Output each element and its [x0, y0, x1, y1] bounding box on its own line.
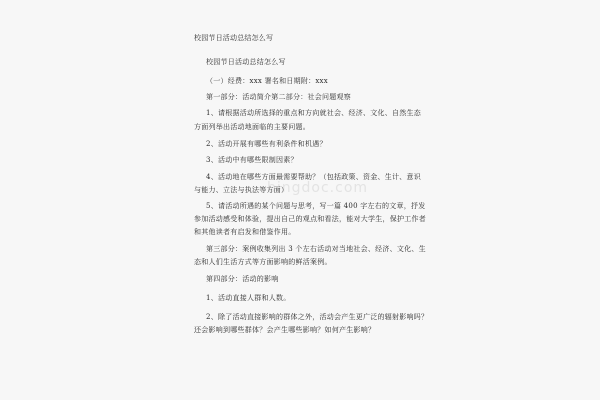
watermark: bingdoc.com: [267, 180, 369, 196]
item4-line2: 与能力、立法与执法等方面）: [194, 186, 289, 194]
part1-heading: 第一部分：活动简介第二部分：社会问题观察: [206, 93, 351, 101]
item1-line2: 方面列举出活动地面临的主要问题。: [194, 123, 310, 131]
part4-heading: 第四部分：活动的影响: [206, 275, 279, 283]
item2: 2、活动开展有哪些有利条件和机遇？: [206, 140, 327, 148]
impact2-line2: 还会影响到哪些群体？会产生哪些影响？如何产生影响？: [194, 326, 376, 334]
part3-line1: 第三部分：案例收集列出 3 个左右活动对当地社会、经济、文化、生: [206, 245, 426, 253]
funding-line: （一）经费：xxx 署名和日期附：xxx: [206, 77, 328, 85]
item3: 3、活动中有哪些限制因素？: [206, 156, 298, 164]
document-subtitle: 校园节日活动总结怎么写: [206, 58, 286, 66]
part3-line2: 态和人们生活方式等方面影响的鲜活案例。: [194, 258, 332, 266]
impact2-line1: 2、除了活动直接影响的群体之外，活动会产生更广泛的辐射影响吗？: [206, 313, 429, 321]
item5-line1: 5、请活动所遇的某个问题与思考，写一篇 400 字左右的文章，抒发: [206, 202, 426, 210]
item5-line2: 参加活动感受和体验，提出自己的观点和看法，能对大学生，保护工作者: [194, 215, 426, 223]
document-heading: 校园节日活动总结怎么写: [194, 34, 274, 42]
item4-line1: 4、活动地在哪些方面最需要帮助？（包括政策、资金、生计、意识: [206, 173, 421, 181]
item1-line1: 1、请根据活动所选择的重点和方向就社会、经济、文化、自然生态: [206, 109, 421, 117]
impact1: 1、活动直接人群和人数。: [206, 294, 291, 302]
item5-line3: 和其他读者有启发和借鉴作用。: [194, 228, 296, 236]
